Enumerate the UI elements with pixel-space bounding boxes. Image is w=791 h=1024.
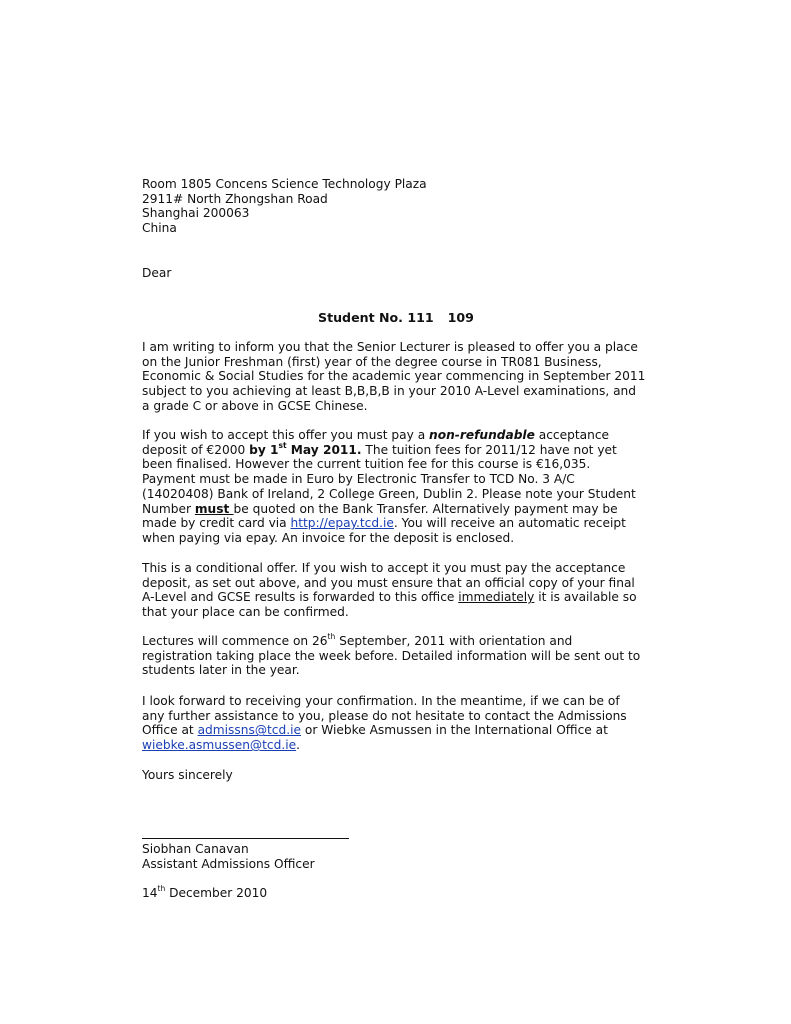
superscript: st <box>278 440 287 450</box>
paragraph-line <box>142 516 662 531</box>
paragraph-line <box>142 590 662 605</box>
admissions-email-link[interactable]: admissns@tcd.ie <box>197 723 301 738</box>
deadline-emphasis <box>249 440 362 457</box>
epay-link[interactable]: http://epay.tcd.ie <box>290 516 394 531</box>
redaction-mark <box>434 312 448 326</box>
text-run: deposit of €2000 <box>142 442 250 457</box>
immediately-emphasis: immediately <box>458 590 535 605</box>
paragraph-line: students later in the year. <box>142 663 300 678</box>
paragraph-line <box>142 440 662 458</box>
text-run: September, 2011 with orientation and <box>335 634 573 648</box>
recipient-address <box>142 177 662 236</box>
paragraph-line: registration taking place the week before. Detailed information will be sent out to <box>142 648 641 663</box>
paragraph-line: deposit, as set out above, and you must ensure that an official copy of your final <box>142 575 635 590</box>
text-run: . <box>296 738 300 753</box>
paragraph-line: that your place can be confirmed. <box>142 605 349 620</box>
address-line: China <box>142 221 177 236</box>
paragraph-line <box>142 738 662 753</box>
paragraph-line: This is a conditional offer. If you wish to accept it you must pay the acceptance <box>142 561 626 575</box>
text-run: it is available so <box>534 590 637 605</box>
text-run: or Wiebke Asmussen in the International Office at <box>300 723 608 738</box>
letter-date <box>142 886 662 901</box>
text-run: Number <box>142 501 195 516</box>
signature-line <box>142 838 349 839</box>
paragraph-lectures <box>142 634 662 678</box>
text-run: May 2011. <box>286 442 362 457</box>
international-email-link[interactable]: wiebke.asmussen@tcd.ie <box>142 738 297 753</box>
text-run: acceptance <box>534 428 610 442</box>
salutation: Dear <box>142 266 172 280</box>
paragraph-line: a grade C or above in GCSE Chinese. <box>142 398 368 413</box>
student-number-suffix: 109 <box>447 310 474 325</box>
non-refundable-emphasis: non-refundable <box>429 428 535 442</box>
address-line: 2911# North Zhongshan Road <box>142 191 328 206</box>
paragraph-line <box>142 502 662 517</box>
text-run: made by credit card via <box>142 516 291 531</box>
date-day: 14 <box>142 886 158 900</box>
paragraph-conditional <box>142 561 662 620</box>
superscript: th <box>157 884 166 893</box>
paragraph-line <box>142 428 662 443</box>
address-line: Room 1805 Concens Science Technology Plaza <box>142 177 427 191</box>
subject-line <box>318 311 474 326</box>
address-line: Shanghai 200063 <box>142 206 250 221</box>
signatory-block <box>142 842 662 871</box>
student-number-prefix: Student No. 111 <box>318 310 434 325</box>
superscript: th <box>327 632 336 641</box>
text-run: by 1 <box>249 442 279 457</box>
paragraph-line: I look forward to receiving your confirmation. In the meantime, if we can be of <box>142 694 620 708</box>
paragraph-line: Economic & Social Studies for the academic year commencing in September 2011 <box>142 369 646 384</box>
paragraph-line: subject to you achieving at least B,B,B,B in your 2010 A-Level examinations, and <box>142 384 637 399</box>
text-run: The tuition fees for 2011/12 have not yet <box>361 442 617 457</box>
paragraph-line: on the Junior Freshman (first) year of the degree course in TR081 Business, <box>142 354 602 369</box>
text-run: . You will receive an automatic receipt <box>393 516 626 531</box>
paragraph-payment <box>142 428 662 546</box>
paragraph-line: any further assistance to you, please do not hesitate to contact the Admissions <box>142 708 627 723</box>
paragraph-line <box>142 723 662 738</box>
paragraph-contact <box>142 694 662 753</box>
must-emphasis: must <box>194 501 234 516</box>
paragraph-line: been finalised. However the current tuition fee for this course is €16,035. <box>142 457 591 472</box>
text-run: A-Level and GCSE results is forwarded to this office <box>142 590 459 605</box>
paragraph-line: when paying via epay. An invoice for the deposit is enclosed. <box>142 530 515 545</box>
paragraph-line: (14020408) Bank of Ireland, 2 College Green, Dublin 2. Please note your Student <box>142 486 636 501</box>
text-run: be quoted on the Bank Transfer. Alternatively payment may be <box>233 501 618 516</box>
text-run: Lectures will commence on 26 <box>142 634 328 648</box>
text-run: Office at <box>142 723 198 738</box>
paragraph-line: I am writing to inform you that the Senior Lecturer is pleased to offer you a place <box>142 340 638 354</box>
closing: Yours sincerely <box>142 768 233 782</box>
signatory-name: Siobhan Canavan <box>142 842 249 856</box>
paragraph-line: Payment must be made in Euro by Electronic Transfer to TCD No. 3 A/C <box>142 472 575 487</box>
date-rest: December 2010 <box>165 886 268 900</box>
signatory-title: Assistant Admissions Officer <box>142 856 315 871</box>
paragraph-offer <box>142 340 662 414</box>
paragraph-line <box>142 634 662 649</box>
text-run: If you wish to accept this offer you must pay a <box>142 428 430 442</box>
